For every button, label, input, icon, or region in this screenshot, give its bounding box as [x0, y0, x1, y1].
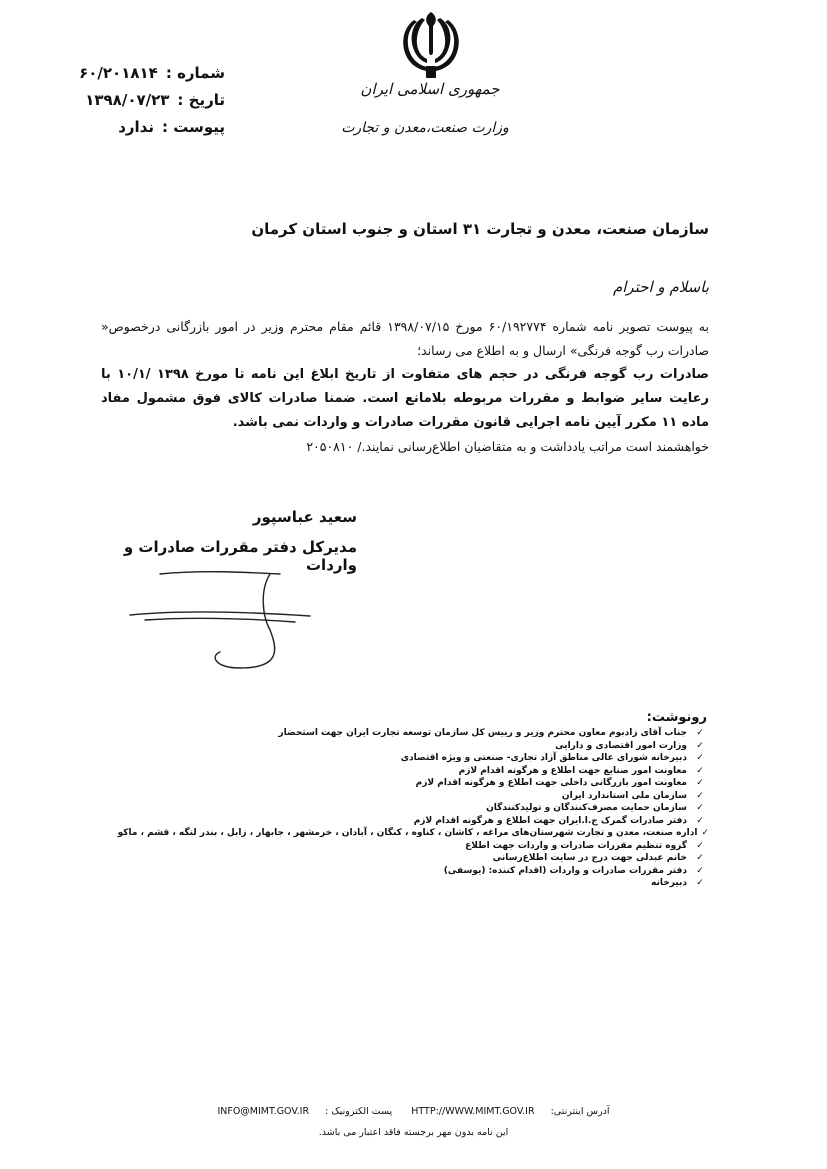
republic-title: جمهوری اسلامی ایران — [360, 80, 500, 98]
letter-date-row — [60, 87, 225, 114]
check-icon: ✓ — [696, 803, 704, 813]
footer-email: INFO@MIMT.GOV.IR — [217, 1106, 310, 1117]
check-icon: ✓ — [696, 865, 704, 876]
footer-email-label: پست الکترونیک : — [325, 1106, 393, 1117]
list-item — [149, 877, 709, 890]
cc-list — [117, 727, 709, 890]
check-icon: ✓ — [696, 853, 704, 863]
ministry-title: وزارت صنعت،معدن و تجارت — [341, 120, 509, 136]
cc-item-text: وزارت امور اقتصادی و دارایی — [555, 740, 687, 751]
cc-item-text: خانم عبدلی جهت درج در سایت اطلاع‌رسانی — [492, 853, 687, 863]
check-icon: ✓ — [696, 778, 704, 788]
cc-item-text: دبیرخانه — [651, 878, 687, 888]
cc-item-text: سازمان حمایت مصرف‌کنندگان و تولیدکنندگان — [486, 803, 687, 813]
list-item — [149, 727, 709, 740]
check-icon: ✓ — [701, 828, 709, 838]
check-icon: ✓ — [696, 753, 704, 763]
handwritten-signature — [120, 560, 320, 675]
cc-item-text: سازمان ملی استاندارد ایران — [561, 790, 687, 801]
cc-item-text: دبیرخانه شورای عالی مناطق آزاد تجاری- صنعتی و ویژه اقتصادی — [400, 753, 687, 763]
letter-date-value: ۱۳۹۸/۰۷/۲۳ — [85, 91, 170, 109]
letter-date-label: تاریخ : — [177, 91, 225, 109]
check-icon: ✓ — [696, 840, 704, 851]
body-bold-paragraph: صادرات رب گوجه فرنگی در حجم های متفاوت از تاریخ ابلاغ این نامه تا مورخ ۱۳۹۸ /۱۰/۱ با رعایت سایر ضوابط و مقررات مربوطه بلامانع است. ضمنا صادرات کالای فوق مشمول مفاد ماده ۱۱ مکرر آیین نامه اجرایی قانون مقررات صادرات و واردات نمی باشد. — [101, 367, 709, 430]
footer-website: HTTP://WWW.MIMT.GOV.IR — [411, 1106, 535, 1117]
list-item — [149, 865, 709, 878]
footer-note: این نامه بدون مهر برجسته فاقد اعتبار می باشد. — [318, 1127, 509, 1138]
cc-item-text: معاونت امور بازرگانی داخلی جهت اطلاع و هرگونه اقدام لازم — [415, 778, 687, 788]
greeting: باسلام و احترام — [612, 278, 709, 296]
cc-item-text: جناب آقای زادبوم معاون محترم وزیر و رییس کل سازمان توسعه تجارت ایران جهت استحضار — [278, 728, 687, 738]
body-intro-paragraph: به پیوست تصویر نامه شماره ۶۰/۱۹۲۷۷۴ مورخ ۱۳۹۸/۰۷/۱۵ قائم مقام محترم وزیر در امور بازرگانی درخصوص« صادرات رب گوجه فرنگی» ارسال و به اطلاع می رساند؛ — [101, 319, 709, 358]
cc-item-text: معاونت امور صنایع جهت اطلاع و هرگونه اقدام لازم — [458, 765, 687, 776]
list-item — [149, 752, 709, 765]
list-item — [149, 790, 709, 803]
check-icon: ✓ — [696, 728, 704, 738]
cc-item-text: اداره صنعت، معدن و تجارت شهرستان‌های مراغه ، کاشان ، کناوه ، کنگان ، آبادان ، خرمشهر ، جابهار ، زابل ، بندر لنگه ، قشم ، ماکو — [117, 828, 698, 838]
letter-number-row — [60, 60, 225, 87]
letter-number-value: ۶۰/۲۰۱۸۱۴ — [79, 64, 158, 82]
cc-item-text: دفتر مقررات صادرات و واردات (اقدام کننده: (یوسفی) — [443, 865, 687, 876]
body-closing-paragraph: خواهشمند است مراتب یادداشت و به متقاضیان اطلاع‌رسانی نمایند./ ۲۰۵۰۸۱۰ — [306, 439, 709, 454]
list-item — [149, 777, 709, 790]
letter-meta — [60, 60, 225, 141]
signatory-name: سعید عباسپور — [252, 508, 357, 526]
letter-attachment-value: ندارد — [118, 118, 154, 136]
list-item — [149, 815, 709, 828]
letter-attachment-label: پیوست : — [161, 118, 225, 136]
list-item — [117, 827, 709, 840]
list-item — [149, 802, 709, 815]
check-icon: ✓ — [696, 815, 704, 826]
cc-item-text: دفتر صادرات گمرک ج.ا.ایران جهت اطلاع و هرگونه اقدام لازم — [413, 815, 687, 826]
letter-attachment-row — [60, 114, 225, 141]
footer-website-label: آدرس اینترنتی: — [550, 1106, 610, 1117]
check-icon: ✓ — [696, 790, 704, 801]
check-icon: ✓ — [696, 878, 704, 888]
letter-number-label: شماره : — [165, 64, 225, 82]
signatory-title: مدیرکل دفتر مقررات صادرات و واردات — [123, 538, 357, 574]
footer-address — [0, 1106, 827, 1117]
check-icon: ✓ — [696, 765, 704, 776]
list-item — [149, 765, 709, 778]
recipient-line: سازمان صنعت، معدن و تجارت ۳۱ استان و جنوب استان کرمان — [251, 220, 709, 238]
list-item — [149, 852, 709, 865]
cc-item-text: گروه تنظیم مقررات صادرات و واردات جهت اطلاع — [465, 840, 687, 851]
check-icon: ✓ — [696, 740, 704, 751]
letter-body — [101, 315, 709, 459]
iran-emblem-icon — [392, 8, 470, 80]
list-item — [149, 740, 709, 753]
cc-title: رونوشت: — [646, 710, 707, 725]
list-item — [149, 840, 709, 853]
